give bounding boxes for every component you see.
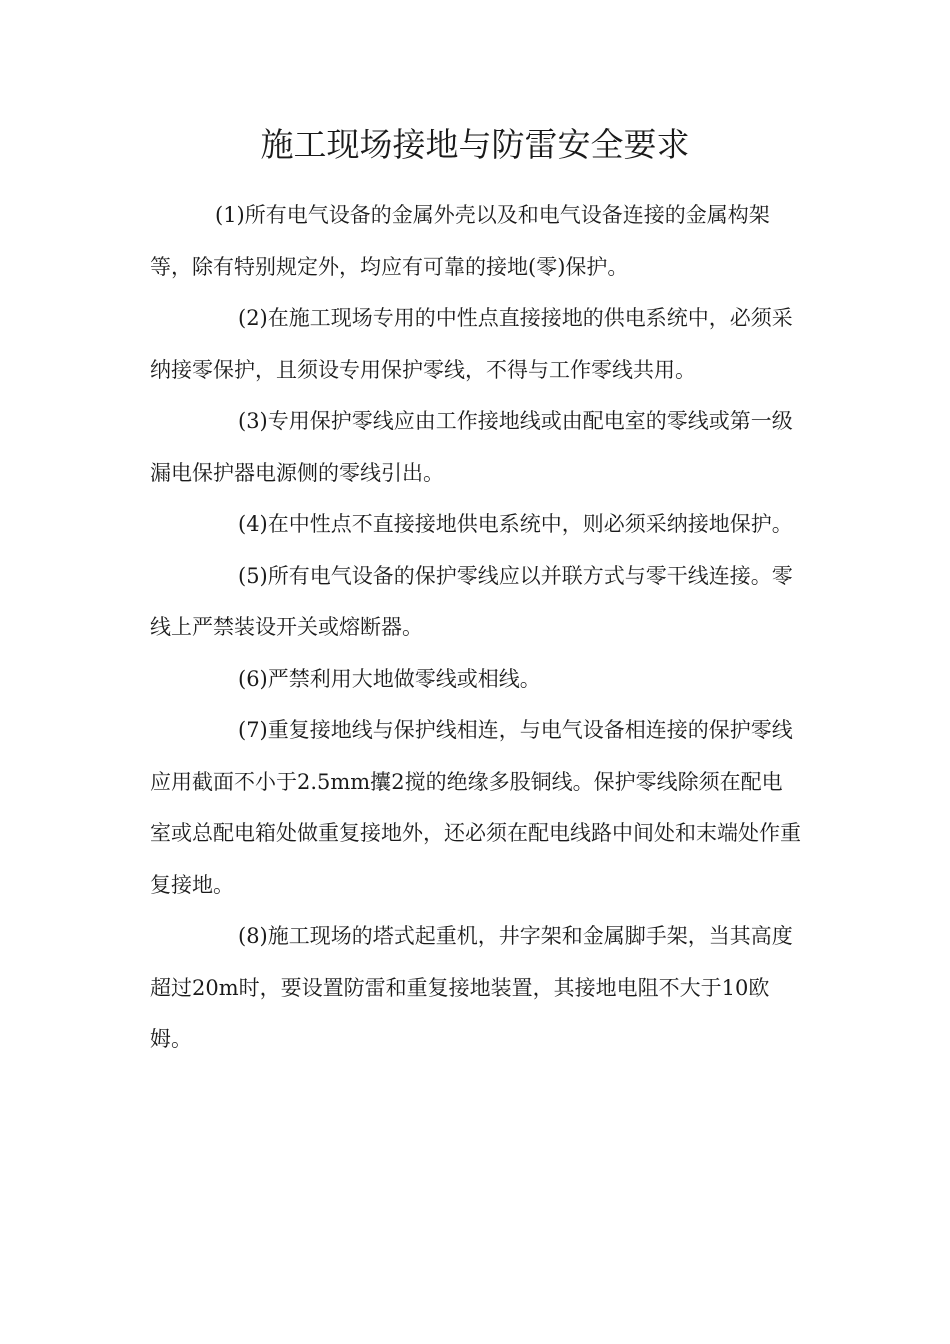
paragraph-6: (6)严禁利用大地做零线或相线。 — [238, 666, 541, 691]
paragraph-3: (3)专用保护零线应由工作接地线或由配电室的零线或第一级漏电保护器电源侧的零线引出。 — [150, 409, 793, 485]
document-title: 施工现场接地与防雷安全要求 — [260, 125, 690, 164]
paragraph-1: (1)所有电气设备的金属外壳以及和电气设备连接的金属构架等，除有特别规定外，均应有可靠的接地(零)保护。 — [150, 203, 770, 279]
document-body — [150, 190, 802, 1066]
paragraph-8: (8)施工现场的塔式起重机，井字架和金属脚手架，当其高度超过20m时，要设置防雷和重复接地装置，其接地电阻不大于10欧姆。 — [150, 924, 793, 1051]
paragraph-2: (2)在施工现场专用的中性点直接接地的供电系统中，必须采纳接零保护，且须设专用保护零线，不得与工作零线共用。 — [150, 306, 793, 382]
paragraph-5: (5)所有电气设备的保护零线应以并联方式与零干线连接。零线上严禁装设开关或熔断器。 — [150, 563, 793, 639]
paragraph-4: (4)在中性点不直接接地供电系统中，则必须采纳接地保护。 — [238, 512, 793, 536]
paragraph-7: (7)重复接地线与保护线相连，与电气设备相连接的保护零线应用截面不小于2.5mm攮2搅的绝缘多股铜线。保护零线除须在配电室或总配电箱处做重复接地外，还必须在配电线路中间处和末端处作重复接地。 — [150, 718, 801, 897]
